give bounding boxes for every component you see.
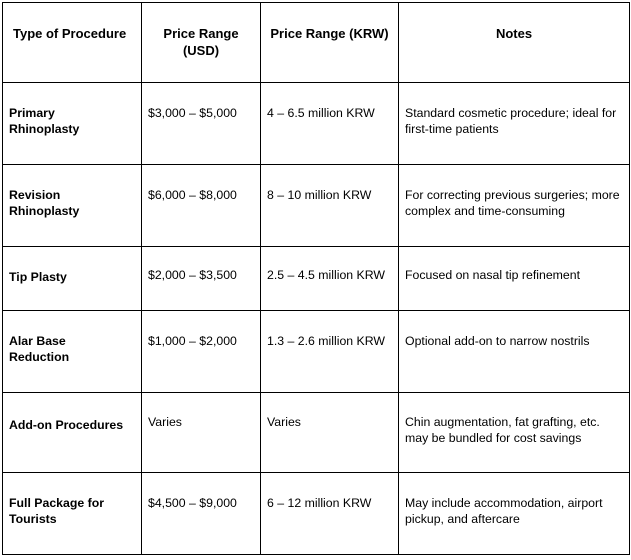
notes-line2: first-time patients [405,122,499,136]
notes [399,311,630,393]
notes-line1: Standard cosmetic procedure; ideal for [405,106,617,120]
price-krw: 4 – 6.5 million KRW [261,83,399,165]
price-usd: $1,000 – $2,000 [142,311,261,393]
procedure-name [3,473,142,555]
notes-line2: may be bundled for cost savings [405,431,582,445]
procedure-name-line1: Revision [9,188,61,202]
table-header-row [3,3,630,83]
procedure-name-line2: Reduction [9,350,70,364]
notes-line1: For correcting previous surgeries; more [405,188,620,202]
notes [399,393,630,473]
price-table [2,2,630,555]
notes [399,473,630,555]
header-usd-line1: Price Range [163,26,239,41]
price-krw: Varies [261,393,399,473]
procedure-name-line2: Rhinoplasty [9,122,80,136]
price-krw: 8 – 10 million KRW [261,165,399,247]
notes-line1: Chin augmentation, fat grafting, etc. [405,415,600,429]
procedure-name [3,83,142,165]
header-notes [399,3,630,83]
procedure-name-line2: Rhinoplasty [9,204,80,218]
header-krw [261,3,399,83]
header-krw-label: Price Range (KRW) [270,26,389,41]
price-usd: $2,000 – $3,500 [142,247,261,311]
procedure-name-line1: Alar Base [9,334,66,348]
header-notes-label: Notes [495,26,533,41]
notes-line1: May include accommodation, airport [405,496,603,510]
price-usd: $4,500 – $9,000 [142,473,261,555]
table-row [3,247,630,311]
table-row [3,165,630,247]
notes-line2: pickup, and aftercare [405,512,520,526]
notes-line1: Focused on nasal tip refinement [405,268,580,282]
header-type-label: Type of Procedure [13,26,127,41]
procedure-name-line1: Primary [9,106,55,120]
table-row [3,473,630,555]
price-usd: $3,000 – $5,000 [142,83,261,165]
price-usd: $6,000 – $8,000 [142,165,261,247]
procedure-name-line1: Full Package for [9,496,104,510]
procedure-name [3,165,142,247]
table-row [3,83,630,165]
procedure-name-line2: Tourists [9,512,57,526]
price-krw: 6 – 12 million KRW [261,473,399,555]
header-usd-line2: (USD) [182,43,220,58]
procedure-name [3,247,142,311]
table-row [3,393,630,473]
header-type [3,3,142,83]
notes [399,83,630,165]
price-krw: 2.5 – 4.5 million KRW [261,247,399,311]
procedure-name-line1: Tip Plasty [9,270,67,284]
notes [399,165,630,247]
table-row [3,311,630,393]
price-usd: Varies [142,393,261,473]
procedure-name [3,311,142,393]
notes-line2: complex and time-consuming [405,204,565,218]
notes-line1: Optional add-on to narrow nostrils [405,334,590,348]
price-krw: 1.3 – 2.6 million KRW [261,311,399,393]
procedure-name [3,393,142,473]
notes [399,247,630,311]
header-usd [142,3,261,83]
procedure-name-line1: Add-on Procedures [9,418,124,432]
